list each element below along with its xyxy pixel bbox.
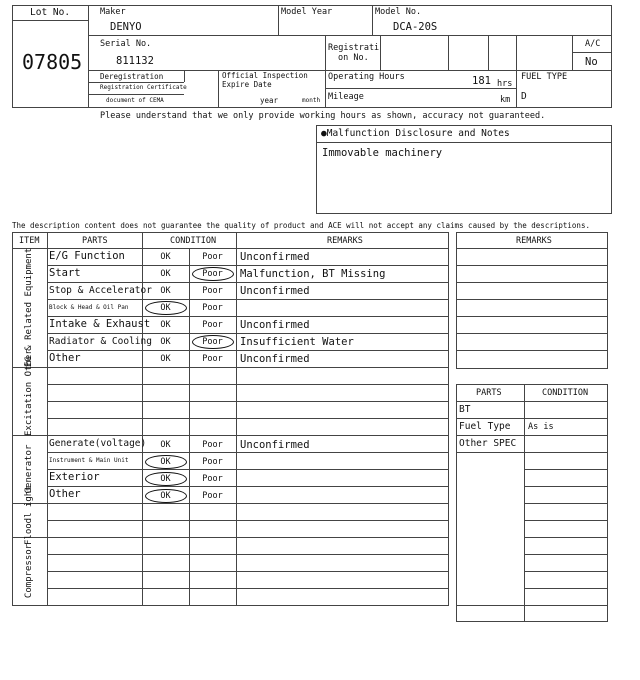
part-eg-function: E/G Function <box>49 250 125 262</box>
parts-fuel-type: Fuel Type <box>459 421 511 432</box>
operating-hours-value: 181 <box>472 75 491 87</box>
section-floodlight: Floodl ight <box>24 485 34 545</box>
ok-generate-voltage: OK <box>160 440 171 450</box>
condition-header: CONDITION <box>170 236 217 246</box>
poor-radiator: Poor <box>202 337 223 347</box>
remarks-right-header: REMARKS <box>516 236 552 246</box>
ac-label: A/C <box>585 39 601 49</box>
selected-mark-instrument-ok <box>145 455 187 469</box>
inspection-label: Official Inspection <box>222 71 308 80</box>
part-block-head-oil-pan: Block & Head & Oil Pan <box>49 304 129 311</box>
mileage-label: Mileage <box>328 92 364 102</box>
part-radiator-cooling: Radiator & Cooling <box>49 336 152 347</box>
ok-exterior: OK <box>160 474 171 484</box>
section-eg-related-equipment: EG & Related Equipment <box>24 247 34 367</box>
deregistration-label: Deregistration <box>100 72 164 81</box>
operating-hours-label: Operating Hours <box>328 72 405 82</box>
section-generator: Generator <box>24 444 34 494</box>
selected-mark-other-generator-ok <box>145 489 187 503</box>
ok-other-generator: OK <box>160 491 171 501</box>
month-label: month <box>302 97 321 104</box>
lot-no-label: Lot No. <box>30 7 71 18</box>
ok-radiator: OK <box>160 337 171 347</box>
working-hours-notice: Please understand that we only provide working hours as shown, accuracy not guaranteed. <box>100 111 546 121</box>
remark-generate-voltage: Unconfirmed <box>240 439 310 451</box>
fuel-type-value: D <box>521 91 527 102</box>
part-exterior: Exterior <box>49 471 100 483</box>
ok-intake-exhaust: OK <box>160 320 171 330</box>
poor-intake-exhaust: Poor <box>202 320 223 330</box>
selected-mark-radiator-poor <box>192 335 234 349</box>
registration-certificate-label: Registration Certificate <box>100 84 187 91</box>
registration-no-label-2: on No. <box>338 53 369 63</box>
malfunction-text: Immovable machinery <box>322 147 443 159</box>
maker-value: DENYO <box>110 21 142 33</box>
part-start: Start <box>49 267 81 279</box>
hrs-label: hrs <box>497 79 513 89</box>
remark-stop-accelerator: Unconfirmed <box>240 285 310 297</box>
ac-value: No <box>585 56 598 68</box>
remark-eg-function: Unconfirmed <box>240 251 310 263</box>
serial-no-value: 811132 <box>116 55 154 67</box>
model-no-label: Model No. <box>375 7 422 17</box>
poor-instrument: Poor <box>202 457 223 467</box>
part-other-generator: Other <box>49 488 81 500</box>
serial-no-label: Serial No. <box>100 39 152 49</box>
poor-generate-voltage: Poor <box>202 440 223 450</box>
poor-eg-function: Poor <box>202 252 223 262</box>
cema-document-label: document of CEMA <box>106 97 164 104</box>
parts-bt: BT <box>459 404 471 415</box>
ok-start: OK <box>160 269 171 279</box>
part-stop-accelerator: Stop & Accelerator <box>49 285 152 296</box>
ok-eg-function: OK <box>160 252 171 262</box>
condition-fuel-type: As is <box>528 422 554 432</box>
inspection-label-2: Expire Date <box>222 80 272 89</box>
remarks-header: REMARKS <box>327 236 363 246</box>
poor-other-eg: Poor <box>202 354 223 364</box>
model-no-value: DCA-20S <box>393 21 438 33</box>
lot-no-value: 07805 <box>22 50 83 74</box>
poor-other-generator: Poor <box>202 491 223 501</box>
maker-label: Maker <box>100 7 126 17</box>
part-intake-exhaust: Intake & Exhaust <box>49 318 151 330</box>
registration-no-label: Registrati <box>328 43 380 53</box>
remark-other-eg: Unconfirmed <box>240 353 310 365</box>
remark-start: Malfunction, BT Missing <box>240 268 386 280</box>
parts-header: PARTS <box>82 236 108 246</box>
condition-header-right: CONDITION <box>542 388 589 398</box>
ok-instrument: OK <box>160 457 171 467</box>
part-instrument-main-unit: Instrument & Main Unit <box>49 457 129 464</box>
km-label: km <box>500 95 511 105</box>
section-excitation-other: Excitation Other <box>24 349 34 436</box>
selected-mark-exterior-ok <box>145 472 187 486</box>
ok-block-head: OK <box>160 303 171 313</box>
poor-block-head: Poor <box>202 303 223 313</box>
remark-radiator: Insufficient Water <box>240 336 354 348</box>
part-other-eg: Other <box>49 352 81 364</box>
parts-other-spec: Other SPEC <box>459 438 517 449</box>
model-year-label: Model Year <box>281 7 333 17</box>
poor-start: Poor <box>202 269 223 279</box>
ok-stop-accelerator: OK <box>160 286 171 296</box>
malfunction-title: ●Malfunction Disclosure and Notes <box>321 128 510 139</box>
ok-other-eg: OK <box>160 354 171 364</box>
selected-mark-block-head-ok <box>145 301 187 315</box>
parts-header-right: PARTS <box>476 388 502 398</box>
selected-mark-start-poor <box>192 267 234 281</box>
remark-intake-exhaust: Unconfirmed <box>240 319 310 331</box>
part-generate-voltage: Generate(voltage) <box>49 438 147 449</box>
fuel-type-label: FUEL TYPE <box>521 72 568 82</box>
year-label: year <box>260 96 279 105</box>
section-compressor: Compressor <box>24 543 34 599</box>
poor-exterior: Poor <box>202 474 223 484</box>
poor-stop-accelerator: Poor <box>202 286 223 296</box>
disclaimer: The description content does not guarantee the quality of product and ACE will not accept any claims caused by the descriptions. <box>12 221 590 230</box>
item-header: ITEM <box>19 236 40 246</box>
